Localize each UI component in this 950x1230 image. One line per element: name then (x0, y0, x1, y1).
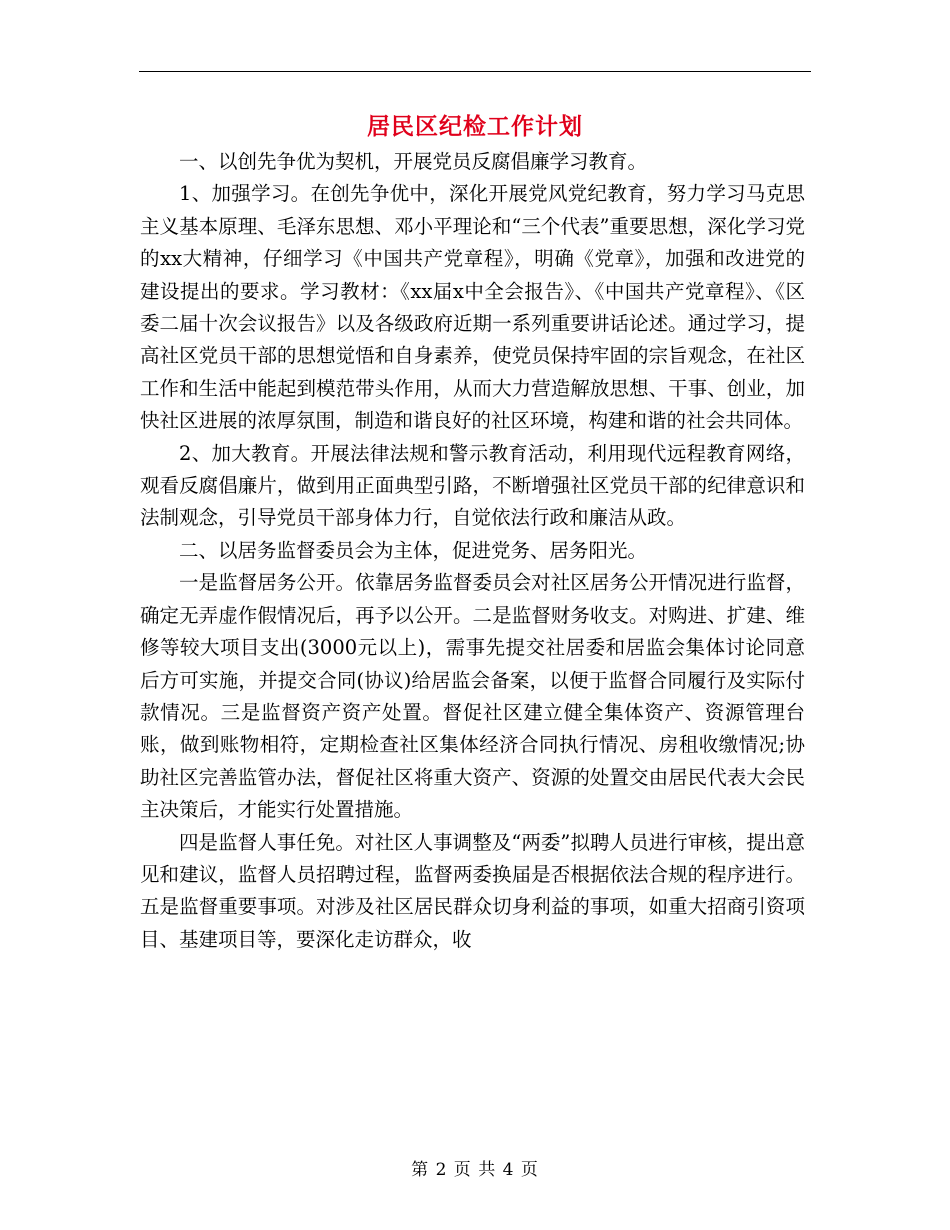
paragraph-section-1-heading: 一、以创先争优为契机，开展党员反腐倡廉学习教育。 (179, 150, 648, 173)
page-footer: 第 2 页 共 4 页 (411, 1160, 539, 1180)
paragraph-section-2-heading: 二、以居务监督委员会为主体，促进党务、居务阳光。 (179, 538, 648, 562)
header-rule (139, 71, 811, 72)
document-title: 居民区纪检工作计划 (367, 113, 583, 140)
document-body (140, 146, 805, 956)
paragraph-supervision-2: 四是监督人事任免。对社区人事调整及“两委”拟聘人员进行审核，提出意见和建议，监督人员招聘过程，监督两委换届是否根据依法合规的程序进行。五是监督重要事项。对涉及社区居民群众切身利益的事项，如重大招商引资项目、基建项目等，要深化走访群众，收 (140, 830, 805, 951)
paragraph-study: 1、加强学习。在创先争优中，深化开展党风党纪教育，努力学习马克思主义基本原理、毛泽东思想、邓小平理论和“三个代表”重要思想，深化学习党的xx大精神，仔细学习《中国共产党章程》，明确《党章》，加强和改进党的建设提出的要求。学习教材：《xx届x中全会报告》、《中国共产党章程》、《区委二届十次会议报告》以及各级政府近期一系列重要讲话论述。通过学习，提高社区党员干部的思想觉悟和自身素养，使党员保持牢固的宗旨观念，在社区工作和生活中能起到模范带头作用，从而大力营造解放思想、干事、创业，加快社区进展的浓厚氛围，制造和谐良好的社区环境，构建和谐的社会共同体。 (140, 182, 805, 433)
paragraph-education: 2、加大教育。开展法律法规和警示教育活动，利用现代远程教育网络，观看反腐倡廉片，做到用正面典型引路，不断增强社区党员干部的纪律意识和法制观念，引导党员干部身体力行，自觉依法行政和廉洁从政。 (140, 441, 805, 530)
paragraph-supervision-1: 一是监督居务公开。依靠居务监督委员会对社区居务公开情况进行监督，确定无弄虚作假情况后，再予以公开。二是监督财务收支。对购进、扩建、维修等较大项目支出(3000元以上)，需事先提交社居委和居监会集体讨论同意后方可实施，并提交合同(协议)给居监会备案，以便于监督合同履行及实际付款情况。三是监督资产资产处置。督促社区建立健全集体资产、资源管理台账，做到账物相符，定期检查社区集体经济合同执行情况、房租收缴情况;协助社区完善监管办法，督促社区将重大资产、资源的处置交由居民代表大会民主决策后，才能实行处置措施。 (140, 571, 805, 822)
